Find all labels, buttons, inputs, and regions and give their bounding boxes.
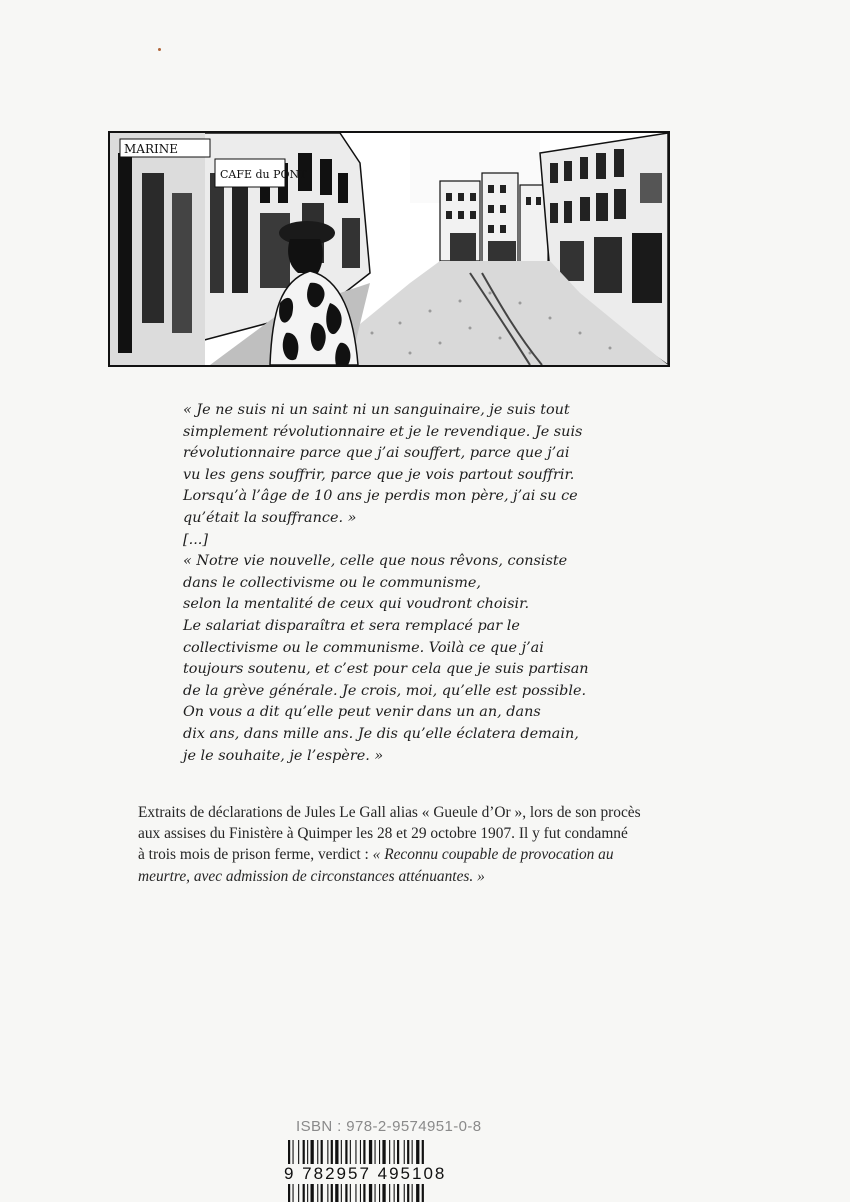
quote-line: Lorsqu’à l’âge de 10 ans je perdis mon père, j’ai su ce	[183, 488, 578, 505]
caption-line	[138, 866, 678, 887]
caption-line: aux assises du Finistère à Quimper les 28 et 29 octobre 1907. Il y fut condamné	[138, 825, 628, 843]
quote-line: « Notre vie nouvelle, celle que nous rêvons, consiste	[183, 553, 568, 570]
quote-line: On vous a dit qu’elle peut venir dans un an, dans	[183, 704, 541, 721]
street-illustration	[108, 131, 670, 367]
quote-line: qu’était la souffrance. »	[183, 509, 357, 526]
quote-line: collectivisme ou le communisme. Voilà ce que j’ai	[183, 639, 544, 656]
verdict-text: « Reconnu coupable de provocation au	[372, 846, 614, 864]
verdict-text: meurtre, avec admission de circonstances atténuantes. »	[138, 867, 485, 885]
barcode-digits: 9 782957 495108	[284, 1164, 447, 1183]
quote-line: selon la mentalité de ceux qui voudront choisir.	[183, 596, 530, 613]
quote-line: de la grève générale. Je crois, moi, qu’elle est possible.	[183, 682, 587, 699]
quote-line: toujours soutenu, et c’est pour cela que je suis partisan	[183, 661, 589, 678]
ink-speck	[158, 48, 161, 51]
sign-cafe: CAFE du PONT	[220, 168, 307, 181]
quote-line: Le salariat disparaîtra et sera remplacé par le	[183, 617, 520, 634]
source-caption	[138, 802, 678, 887]
quote-line: simplement révolutionnaire et je le revendique. Je suis	[183, 423, 583, 440]
quote-ellipsis: [...]	[183, 531, 208, 548]
quote-line: « Je ne suis ni un saint ni un sanguinaire, je suis tout	[183, 402, 570, 418]
quote-line: dans le collectivisme ou le communisme,	[183, 574, 481, 591]
quote-line: vu les gens souffrir, parce que je vois partout souffrir.	[183, 466, 575, 483]
quote-block	[183, 400, 643, 767]
sign-marine: MARINE	[124, 142, 178, 156]
quote-line: je le souhaite, je l’espère. »	[183, 747, 384, 764]
quote-line: dix ans, dans mille ans. Je dis qu’elle éclatera demain,	[183, 725, 579, 742]
caption-line: Extraits de déclarations de Jules Le Gall alias « Gueule d’Or », lors de son procès	[138, 804, 641, 821]
street-scene-illustration-icon	[110, 133, 668, 365]
isbn-label: ISBN : 978-2-9574951-0-8	[296, 1118, 482, 1135]
quote-line: révolutionnaire parce que j’ai souffert, parce que j’ai	[183, 445, 570, 462]
caption-line	[138, 844, 678, 865]
caption-plain: à trois mois de prison ferme, verdict :	[138, 846, 373, 864]
